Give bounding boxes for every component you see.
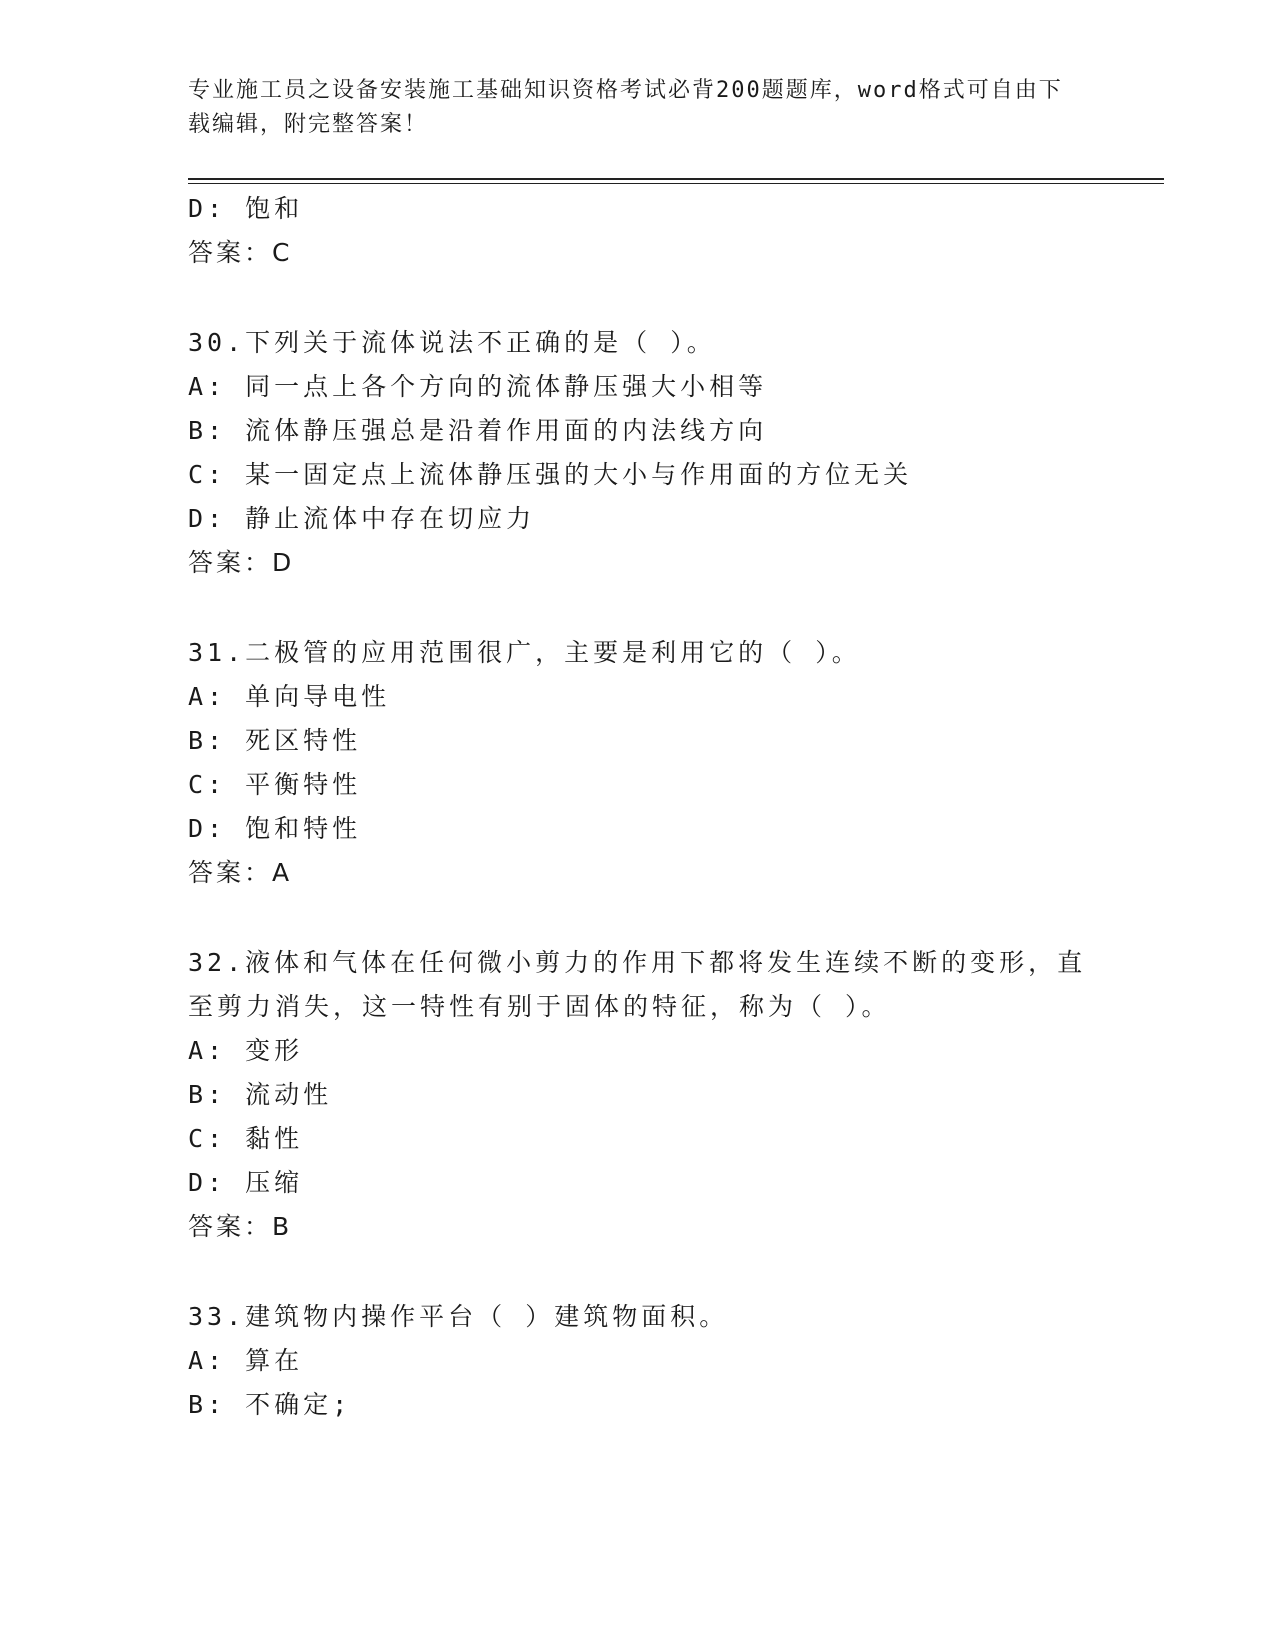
option-a: A: 变形	[188, 1036, 304, 1065]
header-divider-thin	[188, 183, 1164, 184]
option-a: A: 算在	[188, 1346, 304, 1375]
question-33: 33.建筑物内操作平台（ ）建筑物面积。	[188, 1302, 729, 1331]
question-31: 31.二极管的应用范围很广，主要是利用它的（ ）。	[188, 638, 861, 667]
document-header: 专业施工员之设备安装施工基础知识资格考试必背200题题库，word格式可自由下载编辑，附完整答案！	[188, 78, 1063, 137]
option-c: C: 黏性	[188, 1124, 304, 1153]
option-d: D: 静止流体中存在切应力	[188, 504, 536, 533]
question-32-continued: 至剪力消失，这一特性有别于固体的特征，称为（ ）。	[188, 992, 891, 1021]
answer-line: 答案：D	[188, 548, 295, 577]
header-divider	[188, 178, 1164, 180]
option-a: A: 同一点上各个方向的流体静压强大小相等	[188, 372, 768, 401]
option-c: C: 某一固定点上流体静压强的大小与作用面的方位无关	[188, 460, 913, 489]
answer-line: 答案：C	[188, 238, 293, 267]
option-d: D: 饱和特性	[188, 814, 362, 843]
question-30: 30.下列关于流体说法不正确的是（ ）。	[188, 328, 716, 357]
option-b: B: 流体静压强总是沿着作用面的内法线方向	[188, 416, 768, 445]
option-b: B: 死区特性	[188, 726, 362, 755]
option-c: C: 平衡特性	[188, 770, 362, 799]
answer-line: 答案：A	[188, 858, 293, 887]
option-d: D: 压缩	[188, 1168, 304, 1197]
option-a: A: 单向导电性	[188, 682, 391, 711]
answer-line: 答案：B	[188, 1212, 293, 1241]
option-b: B: 流动性	[188, 1080, 333, 1109]
question-32: 32.液体和气体在任何微小剪力的作用下都将发生连续不断的变形，直	[188, 948, 1087, 977]
option-b: B: 不确定;	[188, 1390, 352, 1419]
option-d: D: 饱和	[188, 194, 304, 223]
